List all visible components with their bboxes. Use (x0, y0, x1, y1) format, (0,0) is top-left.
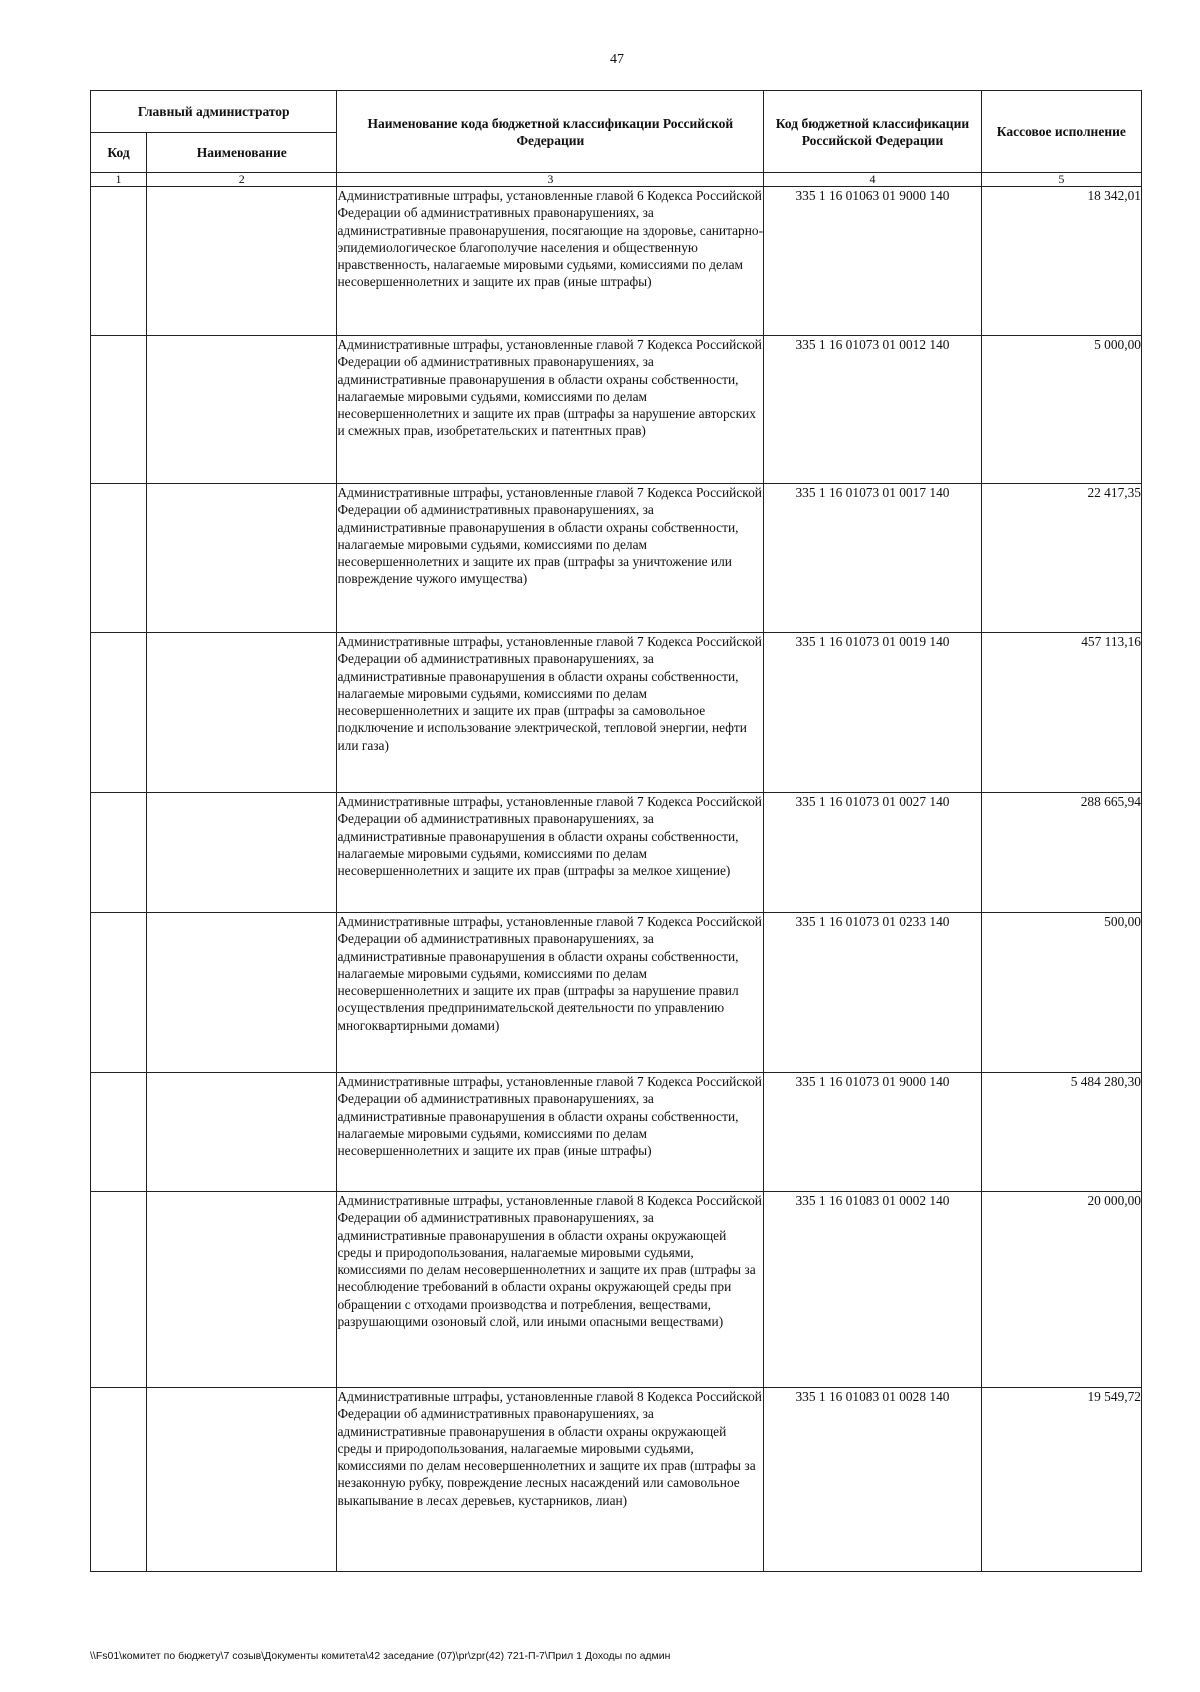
admin-name-cell (147, 336, 337, 484)
admin-code-cell (91, 336, 147, 484)
kbk-description: Административные штрафы, установленные главой 7 Кодекса Российской Федерации об административных правонарушениях, за административные правонарушения в области охраны собственности, налагаемые мировыми судьями, комиссиями по делам несовершеннолетних и защите их прав (штрафы за самовольное подключение и использование электрической, тепловой энергии, нефти или газа) (337, 633, 764, 793)
kbk-code: 335 1 16 01073 01 0027 140 (764, 793, 981, 913)
kbk-description: Административные штрафы, установленные главой 7 Кодекса Российской Федерации об административных правонарушениях, за административные правонарушения в области охраны собственности, налагаемые мировыми судьями, комиссиями по делам несовершеннолетних и защите их прав (штрафы за нарушение авторских и смежных прав, изобретательских и патентных прав) (337, 336, 764, 484)
table-row (91, 1192, 1142, 1388)
cash-execution-amount: 457 113,16 (981, 633, 1141, 793)
kbk-description: Административные штрафы, установленные главой 7 Кодекса Российской Федерации об административных правонарушениях, за административные правонарушения в области охраны собственности, налагаемые мировыми судьями, комиссиями по делам несовершеннолетних и защите их прав (штрафы за мелкое хищение) (337, 793, 764, 913)
cash-execution-amount: 500,00 (981, 913, 1141, 1073)
admin-name-cell (147, 187, 337, 336)
header-main-admin: Главный администратор (91, 91, 337, 133)
cash-execution-amount: 22 417,35 (981, 484, 1141, 633)
kbk-code: 335 1 16 01073 01 9000 140 (764, 1073, 981, 1192)
kbk-code: 335 1 16 01073 01 0019 140 (764, 633, 981, 793)
cash-execution-amount: 19 549,72 (981, 1388, 1141, 1572)
admin-code-cell (91, 1388, 147, 1572)
admin-name-cell (147, 1388, 337, 1572)
kbk-description: Административные штрафы, установленные главой 8 Кодекса Российской Федерации об административных правонарушениях, за административные правонарушения в области охраны окружающей среды и природопользования, налагаемые мировыми судьями, комиссиями по делам несовершеннолетних и защите их прав (штрафы за незаконную рубку, повреждение лесных насаждений или самовольное выкапывание в лесах деревьев, кустарников, лиан) (337, 1388, 764, 1572)
admin-code-cell (91, 793, 147, 913)
column-number: 1 (91, 173, 147, 187)
table-row (91, 336, 1142, 484)
admin-name-cell (147, 1073, 337, 1192)
header-kbk-name: Наименование кода бюджетной классификации Российской Федерации (337, 91, 764, 173)
column-number: 4 (764, 173, 981, 187)
cash-execution-amount: 18 342,01 (981, 187, 1141, 336)
cash-execution-amount: 5 000,00 (981, 336, 1141, 484)
admin-code-cell (91, 187, 147, 336)
column-number: 5 (981, 173, 1141, 187)
page-number: 47 (610, 52, 624, 67)
table-row (91, 633, 1142, 793)
kbk-code: 335 1 16 01073 01 0017 140 (764, 484, 981, 633)
table-row (91, 484, 1142, 633)
column-number: 3 (337, 173, 764, 187)
cash-execution-amount: 20 000,00 (981, 1192, 1141, 1388)
kbk-description: Административные штрафы, установленные главой 7 Кодекса Российской Федерации об административных правонарушениях, за административные правонарушения в области охраны собственности, налагаемые мировыми судьями, комиссиями по делам несовершеннолетних и защите их прав (иные штрафы) (337, 1073, 764, 1192)
kbk-description: Административные штрафы, установленные главой 7 Кодекса Российской Федерации об административных правонарушениях, за административные правонарушения в области охраны собственности, налагаемые мировыми судьями, комиссиями по делам несовершеннолетних и защите их прав (штрафы за уничтожение или повреждение чужого имущества) (337, 484, 764, 633)
table-row (91, 1388, 1142, 1572)
header-name: Наименование (147, 133, 337, 173)
column-number: 2 (147, 173, 337, 187)
revenue-table (90, 90, 1142, 1572)
column-number-row (91, 173, 1142, 187)
kbk-code: 335 1 16 01073 01 0012 140 (764, 336, 981, 484)
admin-name-cell (147, 633, 337, 793)
admin-name-cell (147, 484, 337, 633)
admin-name-cell (147, 1192, 337, 1388)
table-row (91, 1073, 1142, 1192)
table-row (91, 187, 1142, 336)
cash-execution-amount: 288 665,94 (981, 793, 1141, 913)
cash-execution-amount: 5 484 280,30 (981, 1073, 1141, 1192)
admin-code-cell (91, 1073, 147, 1192)
kbk-code: 335 1 16 01063 01 9000 140 (764, 187, 981, 336)
kbk-description: Административные штрафы, установленные главой 6 Кодекса Российской Федерации об административных правонарушениях, за административные правонарушения, посягающие на здоровье, санитарно-эпидемиологическое благополучие населения и общественную нравственность, налагаемые мировыми судьями, комиссиями по делам несовершеннолетних и защите их прав (иные штрафы) (337, 187, 764, 336)
kbk-code: 335 1 16 01083 01 0002 140 (764, 1192, 981, 1388)
admin-name-cell (147, 913, 337, 1073)
kbk-code: 335 1 16 01083 01 0028 140 (764, 1388, 981, 1572)
kbk-description: Административные штрафы, установленные главой 8 Кодекса Российской Федерации об административных правонарушениях, за административные правонарушения в области охраны окружающей среды и природопользования, налагаемые мировыми судьями, комиссиями по делам несовершеннолетних и защите их прав (штрафы за несоблюдение требований в области охраны окружающей среды при обращении с отходами производства и потребления, веществами, разрушающими озоновый слой, или иными опасными веществами) (337, 1192, 764, 1388)
kbk-description: Административные штрафы, установленные главой 7 Кодекса Российской Федерации об административных правонарушениях, за административные правонарушения в области охраны собственности, налагаемые мировыми судьями, комиссиями по делам несовершеннолетних и защите их прав (штрафы за нарушение правил осуществления предпринимательской деятельности по управлению многоквартирными домами) (337, 913, 764, 1073)
admin-code-cell (91, 1192, 147, 1388)
admin-name-cell (147, 793, 337, 913)
footer-file-path: \\Fs01\комитет по бюджету\7 созыв\Документы комитета\42 заседание (07)\pr\zpr(42) 721-П-7\Прил 1 Доходы по админ (90, 1650, 671, 1662)
kbk-code: 335 1 16 01073 01 0233 140 (764, 913, 981, 1073)
header-kbk-code: Код бюджетной классификации Российской Федерации (764, 91, 981, 173)
header-code: Код (91, 133, 147, 173)
admin-code-cell (91, 633, 147, 793)
header-execution: Кассовое исполнение (981, 91, 1141, 173)
admin-code-cell (91, 484, 147, 633)
table-row (91, 793, 1142, 913)
table-row (91, 913, 1142, 1073)
admin-code-cell (91, 913, 147, 1073)
